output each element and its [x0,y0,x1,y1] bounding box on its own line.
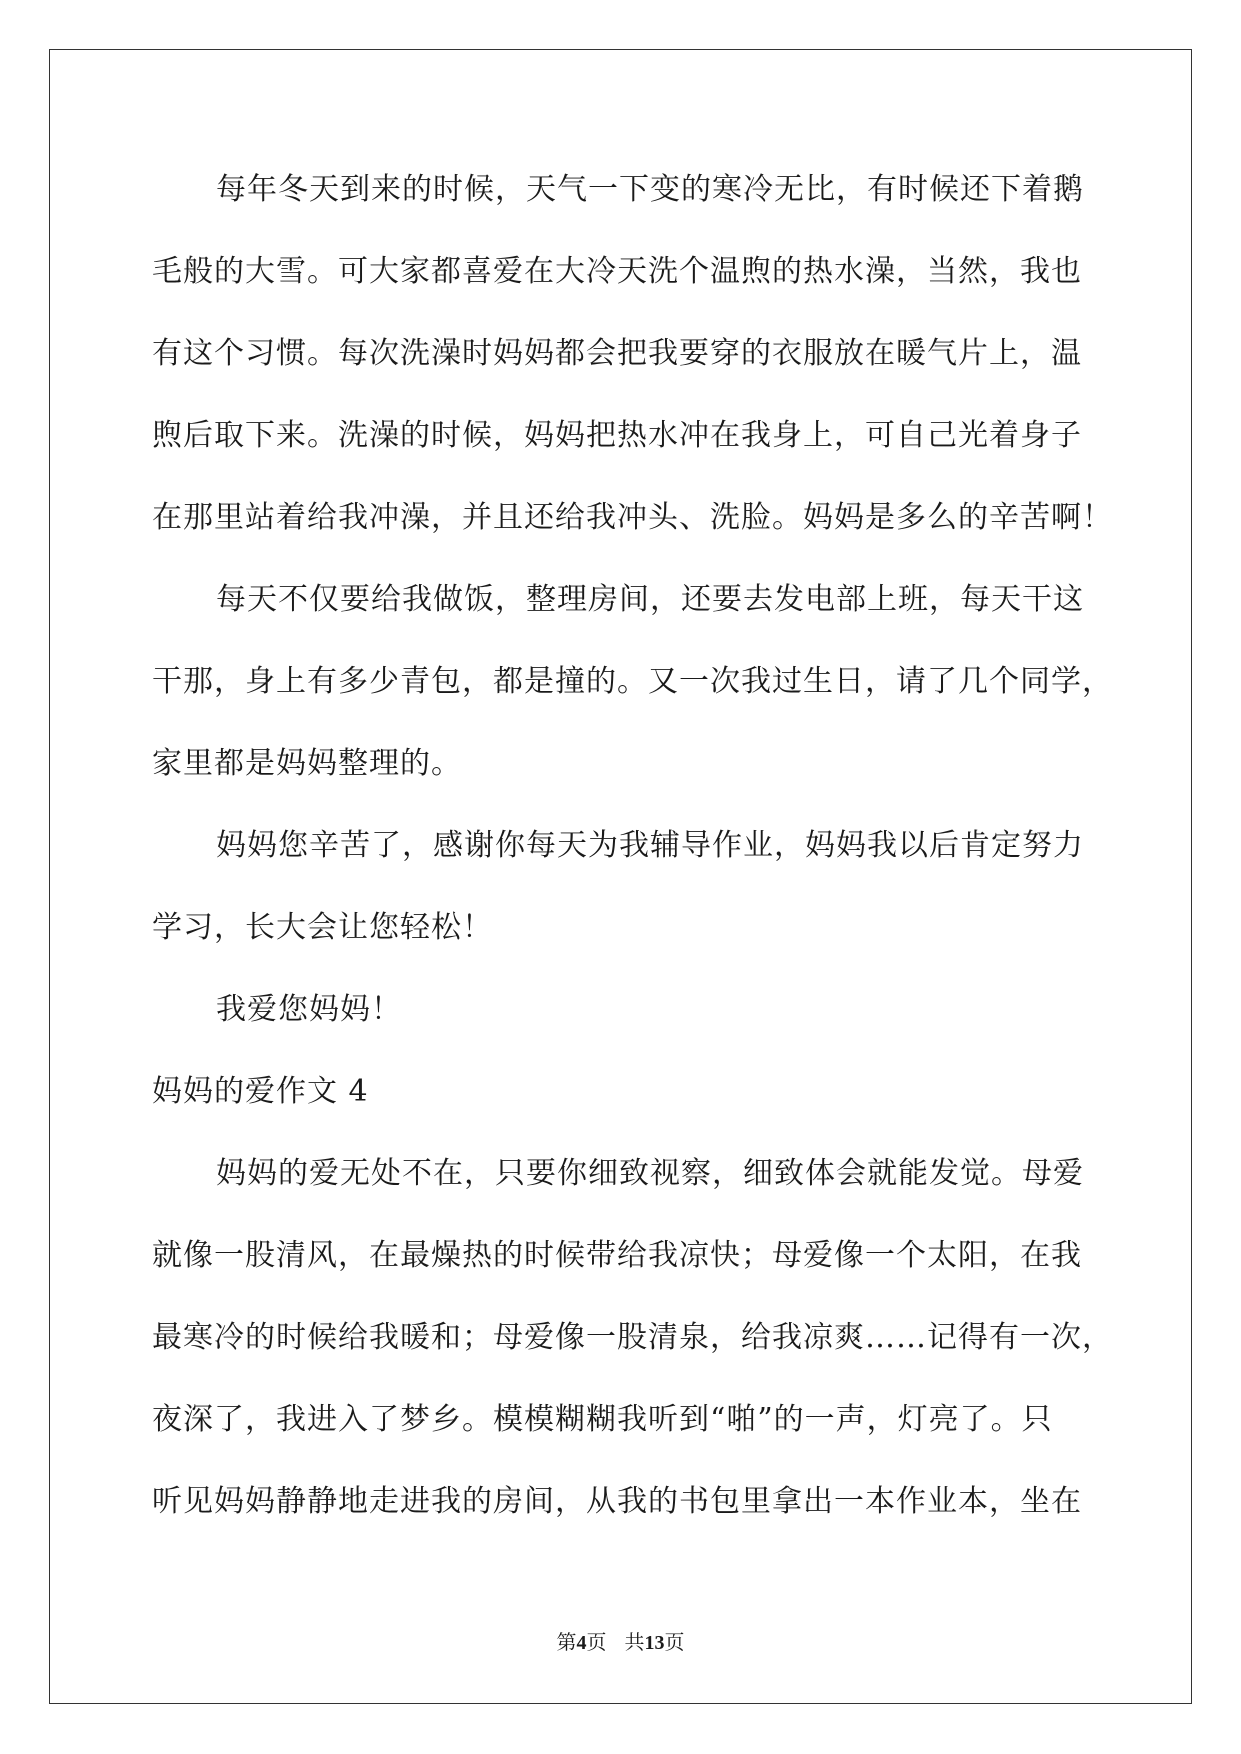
total-prefix: 共 [624,1632,645,1654]
paragraph-line: 每天不仅要给我做饭，整理房间，还要去发电部上班，每天干这 [216,582,1084,617]
paragraph-line: 听见妈妈静静地走进我的房间，从我的书包里拿出一本作业本，坐在 [152,1484,1082,1519]
paragraph-line: 最寒冷的时候给我暖和；母爱像一股清泉，给我凉爽……记得有一次， [152,1320,1113,1355]
paragraph-line: 干那，身上有多少青包，都是撞的。又一次我过生日，请了几个同学， [152,664,1113,699]
document-body [152,160,1113,1554]
paragraph-line: 妈妈您辛苦了，感谢你每天为我辅导作业，妈妈我以后肯定努力 [216,828,1084,863]
paragraph-line: 学习，长大会让您轻松！ [152,910,493,945]
paragraph-line: 我爱您妈妈！ [216,992,402,1027]
paragraph-line: 毛般的大雪。可大家都喜爱在大冷天洗个温煦的热水澡，当然，我也 [152,254,1082,289]
section-heading: 妈妈的爱作文 4 [152,1074,369,1109]
total-suffix: 页 [664,1632,685,1654]
page-footer [0,1626,1241,1655]
paragraph-line: 家里都是妈妈整理的。 [152,746,462,781]
page-prefix: 第 [556,1632,577,1654]
paragraph-line: 就像一股清风，在最燥热的时候带给我凉快；母爱像一个太阳，在我 [152,1238,1082,1273]
paragraph-line: 在那里站着给我冲澡，并且还给我冲头、洗脸。妈妈是多么的辛苦啊！ [152,500,1113,535]
total-pages: 13 [644,1632,665,1654]
paragraph-line: 有这个习惯。每次洗澡时妈妈都会把我要穿的衣服放在暖气片上，温 [152,336,1082,371]
page-suffix: 页 [586,1632,607,1654]
paragraph-line: 煦后取下来。洗澡的时候，妈妈把热水冲在我身上，可自己光着身子 [152,418,1082,453]
paragraph-line: 妈妈的爱无处不在，只要你细致视察，细致体会就能发觉。母爱 [216,1156,1084,1191]
page-number: 4 [576,1632,587,1654]
paragraph-line: 每年冬天到来的时候，天气一下变的寒冷无比，有时候还下着鹅 [216,172,1084,207]
paragraph-line: 夜深了，我进入了梦乡。模模糊糊我听到“啪”的一声，灯亮了。只 [152,1402,1053,1437]
